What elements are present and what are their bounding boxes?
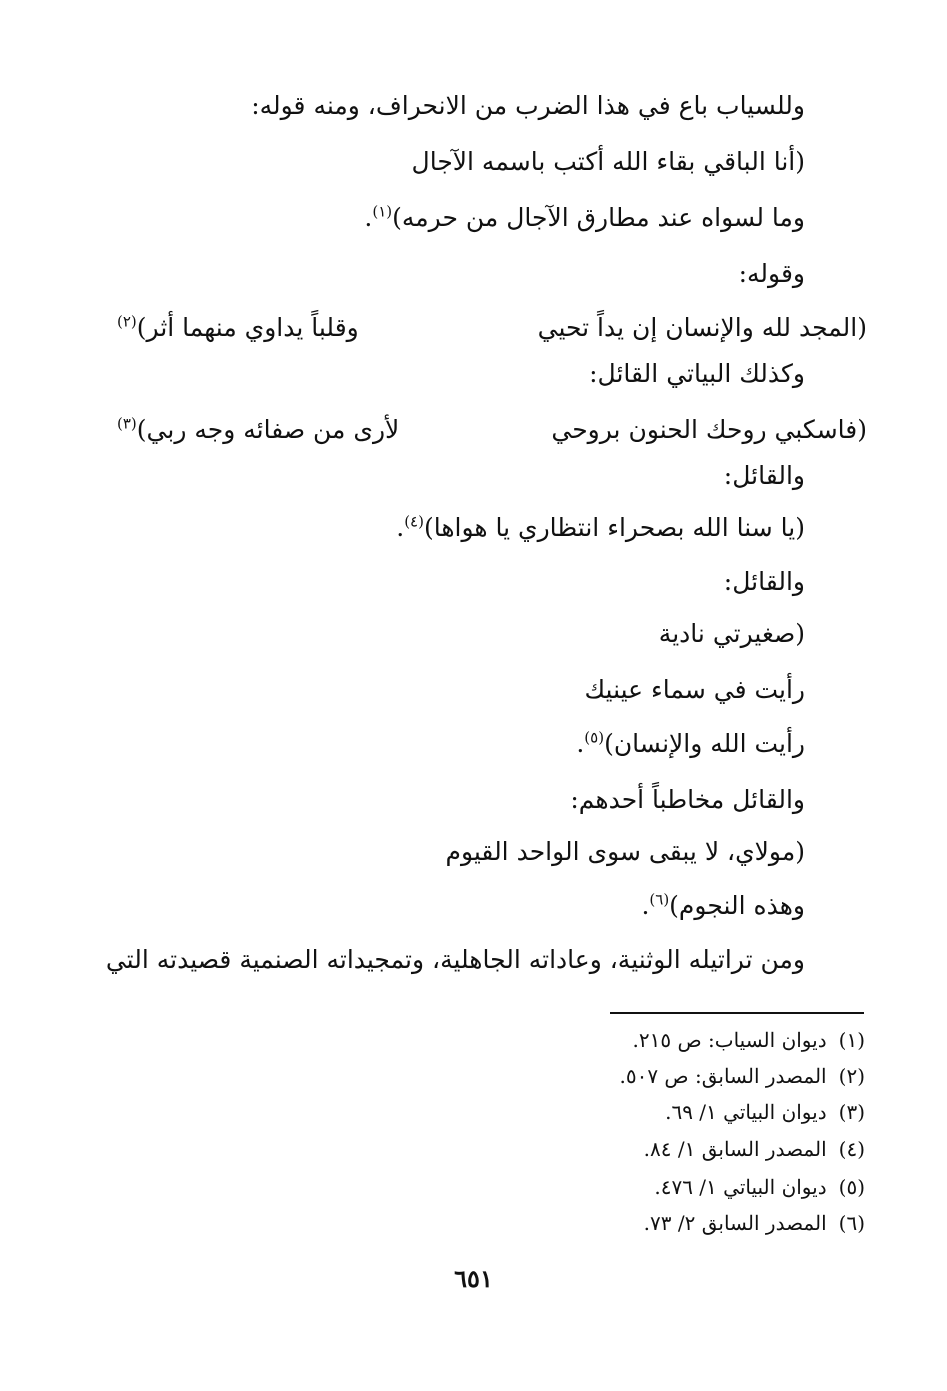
verse-second-hemistich	[117, 408, 399, 452]
body-line	[589, 354, 805, 394]
line-text: والقائل:	[723, 567, 805, 596]
footnote-item	[665, 1097, 865, 1127]
verse-first-hemistich: (فاسكبي روحك الحنون بروحي	[551, 415, 867, 444]
verse-line	[117, 408, 867, 452]
hemistich-text: لأرى من صفائه وجه ربي)	[136, 415, 400, 444]
poem-line	[445, 832, 805, 872]
footnote-item	[633, 1025, 865, 1055]
footnote-item	[619, 1061, 865, 1091]
footnote-ref: (١)	[372, 202, 393, 221]
footnote-number: (٢)	[838, 1064, 865, 1088]
hemistich-text: وقلباً يداوي منهما أثر)	[136, 313, 359, 342]
verse-line	[117, 306, 867, 350]
footnote-number: (٣)	[838, 1100, 865, 1124]
line-end: .	[396, 513, 405, 542]
body-line	[724, 562, 805, 602]
footnote-ref: (٢)	[117, 312, 137, 331]
line-text: والقائل مخاطباً أحدهم:	[570, 785, 805, 814]
line-end: .	[641, 891, 650, 920]
footnote-text: ديوان السياب: ص ٢١٥.	[632, 1028, 827, 1052]
body-line	[251, 86, 805, 126]
line-text: (أنا الباقي بقاء الله أكتب باسمه الآجال	[411, 147, 805, 176]
poem-line	[659, 614, 805, 654]
footnote-text: ديوان البياتي ١/ ٤٧٦.	[654, 1175, 827, 1199]
footnote-number: (٦)	[838, 1211, 865, 1235]
line-text: (مولاي، لا يبقى سوى الواحد القيوم	[445, 837, 805, 866]
footnote-ref: (٦)	[649, 890, 670, 909]
line-text: وهذه النجوم)	[669, 891, 805, 920]
line-text: والقائل:	[723, 461, 805, 490]
verse-first-hemistich: (المجد لله والإنسان إن يداً تحيي	[537, 313, 867, 342]
poem-line	[576, 724, 805, 764]
footnote-ref: (٥)	[584, 728, 605, 747]
footnote-text: المصدر السابق ١/ ٨٤.	[643, 1137, 827, 1161]
line-end: .	[364, 203, 373, 232]
line-text: ومن تراتيله الوثنية، وعاداته الجاهلية، وتمجيداته الصنمية قصيدته التي	[105, 945, 805, 974]
body-line	[724, 456, 805, 496]
poem-line	[641, 886, 805, 926]
footnote-number: (١)	[838, 1028, 865, 1052]
body-line	[570, 780, 805, 820]
line-text: وقوله:	[738, 259, 805, 288]
poem-line	[412, 142, 805, 182]
poem-line	[396, 508, 805, 548]
page-number: ٦٥١	[454, 1264, 493, 1293]
footnote-text: المصدر السابق: ص ٥٠٧.	[619, 1064, 827, 1088]
body-line	[106, 940, 805, 980]
footnote-separator	[610, 1012, 864, 1014]
poem-line	[364, 198, 805, 238]
line-text: وكذلك البياتي القائل:	[589, 359, 805, 388]
line-text: وللسياب باع في هذا الضرب من الانحراف، ومنه قوله:	[251, 91, 805, 120]
footnote-item	[654, 1172, 865, 1202]
line-end: .	[576, 729, 585, 758]
footnote-number: (٥)	[838, 1175, 865, 1199]
line-text: (يا سنا الله بصحراء انتظاري يا هواها)	[423, 513, 805, 542]
footnote-item	[644, 1208, 865, 1238]
footnote-item	[644, 1134, 865, 1164]
footnote-ref: (٣)	[117, 414, 137, 433]
footnote-number: (٤)	[838, 1137, 865, 1161]
body-line	[739, 254, 805, 294]
verse-second-hemistich	[117, 306, 359, 350]
footnote-ref: (٤)	[404, 512, 424, 531]
footnote-text: المصدر السابق ٢/ ٧٣.	[643, 1211, 827, 1235]
line-text: وما لسواه عند مطارق الآجال من حرمه)	[392, 203, 805, 232]
line-text: رأيت في سماء عينيك	[584, 675, 805, 704]
line-text: رأيت الله والإنسان)	[604, 729, 805, 758]
poem-line	[584, 670, 805, 710]
footnote-text: ديوان البياتي ١/ ٦٩.	[665, 1100, 827, 1124]
line-text: (صغيرتي نادية	[658, 619, 805, 648]
